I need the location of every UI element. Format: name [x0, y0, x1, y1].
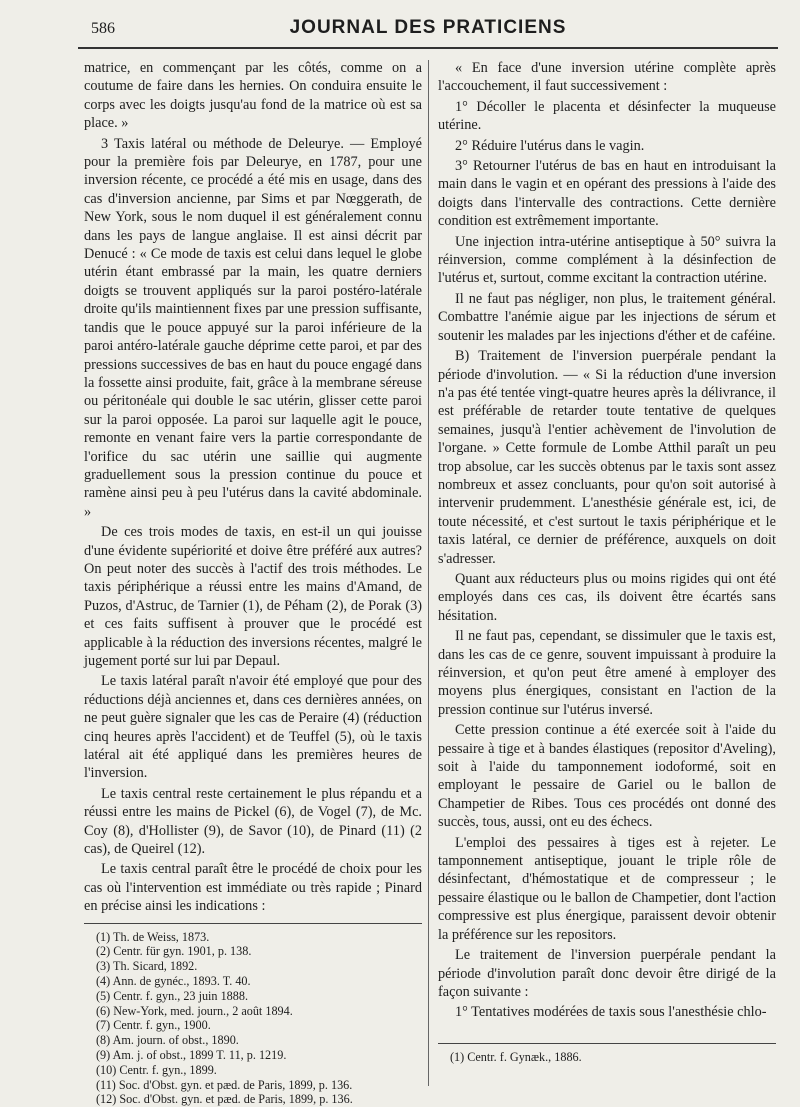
- paragraph: « En face d'une inversion utérine complète après l'accouchement, il faut successivement :: [438, 60, 776, 95]
- footnote: (6) New-York, med. journ., 2 août 1894.: [96, 1003, 293, 1018]
- paragraph: 3 Taxis latéral ou méthode de Deleurye. — Employé pour la première fois par Deleurye, en 1787, pour une inversion récente, ce procédé a été mis en usage, dans des cas d'inversion ancienne, par Sims et par Nœggerath, de New York, sous le nom duquel il est généralement connu dans les pays de langue anglaise. Il est ainsi décrit par Denucé : « Ce mode de taxis est celui dans lequel le globe utérin étant embrassé par la main, les quatre derniers doigts se trouvent appliqués sur la paroi postéro-latérale droite qu'ils maintiennent fixes par une pression suffisante, tandis que le pouce appuyé sur la paroi inférieure de la paroi antéro-latérale gauche déprime cette paroi, et par des pressions successives de bas en haut du pouce engagé dans la fossette ainsi produite, fait, grâce à la membrane séreuse ou péritonéale qui double le sac utérin, glisser cette paroi sur la paroi opposée. La paroi sur laquelle agit le pouce, remonte en venant faire vers la partie correspondante de l'orifice du sac utérin une saillie qui augmente graduellement sous la pression continue du pouce et ramène ainsi peu à peu l'utérus dans la cavité abdominale. »: [84, 135, 422, 520]
- page-number: 586: [91, 20, 115, 37]
- paragraph: Le traitement de l'inversion puerpérale pendant la période d'involution paraît donc devoir être dirigé de la façon suivante :: [438, 947, 776, 1000]
- journal-title: JOURNAL DES PRATICIENS: [289, 17, 567, 38]
- paragraph: 2° Réduire l'utérus dans le vagin.: [455, 137, 645, 154]
- footnote: (10) Centr. f. gyn., 1899.: [96, 1062, 217, 1077]
- footnote: (1) Centr. f. Gynæk., 1886.: [450, 1049, 582, 1064]
- footnote-rule: [438, 1043, 776, 1044]
- paragraph: Il ne faut pas, cependant, se dissimuler que le taxis est, dans les cas de ce genre, souvent impuissant à produire la réinversion, et qu'on peut être amené à employer des moyens plus énergiques, consistant en l'action de la pression continue sur l'utérus inversé.: [438, 628, 776, 718]
- footnote: (4) Ann. de gynéc., 1893. T. 40.: [96, 974, 251, 989]
- footnote: (8) Am. journ. of obst., 1890.: [96, 1033, 239, 1048]
- header-rule: [78, 47, 778, 49]
- footnote: (7) Centr. f. gyn., 1900.: [96, 1018, 211, 1033]
- footnote-rule: [84, 923, 422, 924]
- paragraph: B) Traitement de l'inversion puerpérale pendant la période d'involution. — « Si la réduction d'une inversion n'a pas été tentée vingt-quatre heures après la délivrance, il est préférable de retarder toute tentative de quelques semaines, jusqu'à l'entier achèvement de l'involution de l'organe. » Cette formule de Lombe Atthil paraît un peu trop absolue, car les succès obtenus par le taxis sont assez nombreux et assez concluants, pour qu'on soit autorisé à intervenir prudemment. L'anesthésie générale est, ici, de toute nécessité, et c'est surtout le taxis périphérique et le taxis latéral, ce dernier de préférence, auxquels on doit s'adresser.: [438, 348, 776, 567]
- paragraph: Une injection intra-utérine antiseptique à 50° suivra la réinversion, comme complément à la désinfection de l'utérus et, surtout, comme excitant la contraction utérine.: [438, 233, 776, 287]
- footnote: (5) Centr. f. gyn., 23 juin 1888.: [96, 988, 248, 1003]
- paragraph: 1° Décoller le placenta et désinfecter la muqueuse utérine.: [438, 98, 776, 134]
- footnote: (9) Am. j. of obst., 1899 T. 11, p. 1219.: [96, 1048, 287, 1063]
- footnote: (1) Th. de Weiss, 1873.: [96, 929, 210, 944]
- paragraph: De ces trois modes de taxis, en est-il un qui jouisse d'une évidente supériorité et doive être préféré aux autres? On peut noter des succès à l'actif des trois méthodes. Le taxis périphérique a réussi entre les mains d'Amand, de Puzos, d'Astruc, de Tarnier (1), de Péham (2), de Porak (3) et ces faits suffisent à prouver que le procédé est applicable à la réduction des inversions récentes, malgré le jugement porté sur lui par Depaul.: [84, 524, 422, 669]
- paragraph: Il ne faut pas négliger, non plus, le traitement général. Combattre l'anémie aigue par les injections de sérum et soutenir les malades par les injections d'éther et de caféine.: [438, 290, 776, 344]
- column-divider: [428, 60, 429, 1086]
- paragraph: L'emploi des pessaires à tiges est à rejeter. Le tamponnement antiseptique, jouant le triple rôle de désinfectant, d'hémostatique et de compresseur ; le pessaire élastique ou le ballon de Champetier, dont l'action compressive est plus énergique, paraissent devoir obtenir la préférence sur les repositors.: [438, 834, 776, 943]
- paragraph: matrice, en commençant par les côtés, comme on a coutume de faire dans les hernies. On conduira ensuite le corps avec les doigts jusqu'au fond de la matrice où est sa place. »: [84, 60, 422, 132]
- paragraph: Le taxis central reste certainement le plus répandu et a réussi entre les mains de Pickel (6), de Vogel (7), de Mc. Coy (8), d'Hollister (9), de Savor (10), de Pinard (11) (2 cas), de Queirel (12).: [84, 785, 422, 858]
- right-column: [438, 59, 776, 1065]
- paragraph: Le taxis latéral paraît n'avoir été employé que pour des réductions déjà anciennes et, dans ces dernières années, on ne peut guère signaler que les cas de Peraire (4) (réduction cinq heures après l'accident) et de Teuffel (5), où le taxis latéral ait été appliqué dans les premières heures de l'inversion.: [84, 673, 422, 782]
- footnotes: [84, 930, 422, 1107]
- paragraph: 3° Retourner l'utérus de bas en haut en introduisant la main dans le vagin et en opérant des pressions à l'aide des doigts dans l'intervalle des contractions. Cette dernière condition est extrêmement importante.: [438, 158, 776, 230]
- left-column: [84, 59, 422, 1107]
- page-header: [78, 14, 778, 46]
- footnote: (12) Soc. d'Obst. gyn. et pæd. de Paris, 1899, p. 136.: [96, 1092, 353, 1107]
- footnote: (11) Soc. d'Obst. gyn. et pæd. de Paris, 1899, p. 136.: [96, 1077, 353, 1092]
- paragraph: Cette pression continue a été exercée soit à l'aide du pessaire à tige et à bandes élastiques (repositor d'Aveling), soit à l'aide du tamponnement iodoformé, soit en employant le pessaire de Gariel ou le ballon de Champetier de Ribes. Tous ces procédés ont donné des succès, tous, aussi, ont eu des échecs.: [438, 722, 776, 831]
- paragraph: Quant aux réducteurs plus ou moins rigides qui ont été employés dans ces cas, ils doivent être écartés sans hésitation.: [438, 570, 776, 624]
- footnote: (2) Centr. für gyn. 1901, p. 138.: [96, 944, 252, 959]
- spacer: [438, 1022, 776, 1036]
- paragraph: Le taxis central paraît être le procédé de choix pour les cas où l'intervention est immédiate ou très rapide ; Pinard en précise ainsi les indications :: [84, 861, 422, 915]
- footnotes: [438, 1050, 776, 1065]
- paragraph: 1° Tentatives modérées de taxis sous l'anesthésie chlo-: [455, 1004, 767, 1021]
- footnote: (3) Th. Sicard, 1892.: [96, 959, 198, 974]
